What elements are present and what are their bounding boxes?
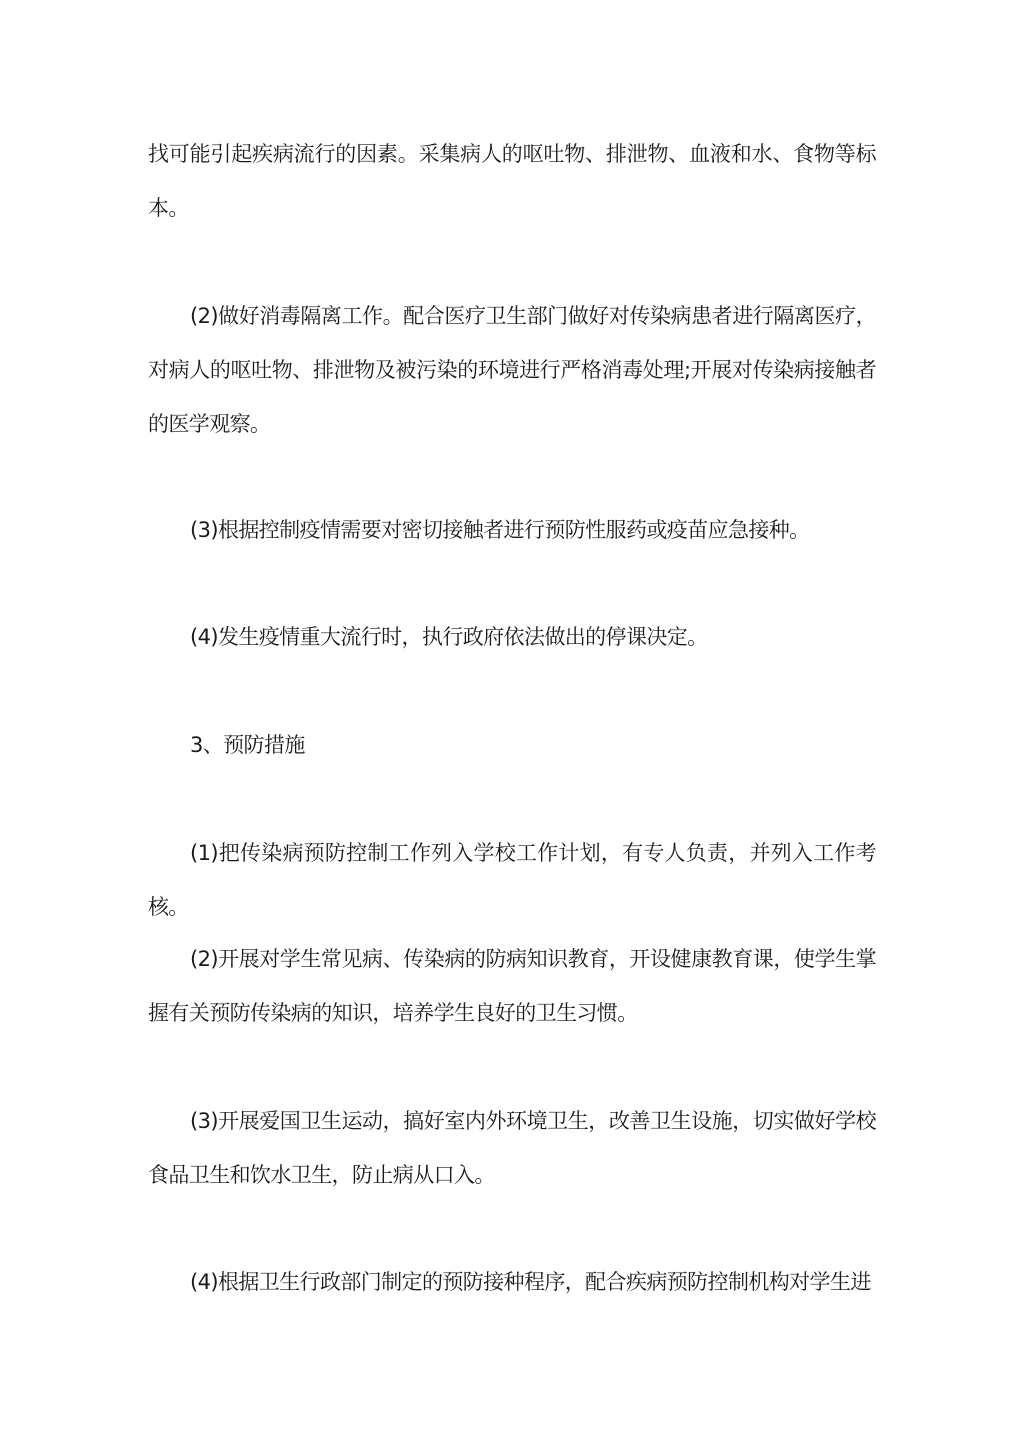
paragraph-preventive-medication: (3)根据控制疫情需要对密切接触者进行预防性服药或疫苗应急接种。 — [190, 518, 810, 542]
section-heading-prevention-measures: 3、预防措施 — [190, 733, 305, 757]
paragraph-environmental-hygiene: (3)开展爱国卫生运动，搞好室内外环境卫生，改善卫生设施，切实做好学校食品卫生和饮水卫生，防止病从口入。 — [148, 1109, 876, 1187]
paragraph-vaccination: (4)根据卫生行政部门制定的预防接种程序，配合疾病预防控制机构对学生进 — [190, 1270, 871, 1294]
paragraph-continuation: 找可能引起疾病流行的因素。采集病人的呕吐物、排泄物、血液和水、食物等标本。 — [148, 142, 876, 220]
paragraph-class-suspension: (4)发生疫情重大流行时，执行政府依法做出的停课决定。 — [190, 625, 708, 649]
paragraph-health-education: (2)开展对学生常见病、传染病的防病知识教育，开设健康教育课，使学生掌握有关预防传染病的知识，培养学生良好的卫生习惯。 — [148, 947, 876, 1025]
paragraph-disinfection-isolation: (2)做好消毒隔离工作。配合医疗卫生部门做好对传染病患者进行隔离医疗，对病人的呕吐物、排泄物及被污染的环境进行严格消毒处理;开展对传染病接触者的医学观察。 — [148, 304, 876, 436]
paragraph-work-plan: (1)把传染病预防控制工作列入学校工作计划，有专人负责，并列入工作考核。 — [148, 841, 876, 919]
